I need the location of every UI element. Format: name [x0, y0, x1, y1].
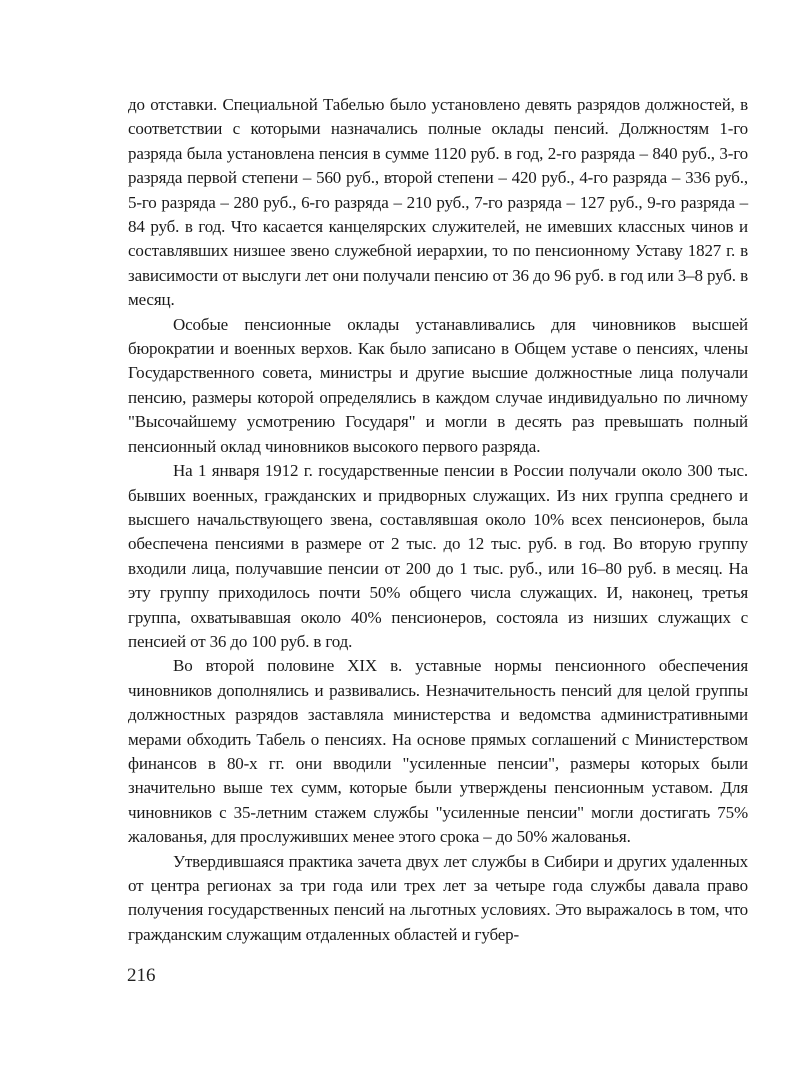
paragraph-2: Особые пенсионные оклады устанавливались для чиновников высшей бюрократии и военных верхов. Как было записано в Общем уставе о пенсиях, члены Государственного совета, министры и другие высшие должностные лица получали пенсию, размеры которой определялись в каждом случае индивидуально по личному "Высочайшему усмотрению Государя" и могли в десять раз превышать полный пенсионный оклад чиновников высокого первого разряда.: [128, 314, 748, 456]
paragraph-4: Во второй половине XIX в. уставные нормы пенсионного обеспечения чиновников дополнялись и развивались. Незначительность пенсий для целой группы должностных разрядов заставляла министерства и ведомства административными мерами обходить Табель о пенсиях. На основе прямых соглашений с Министерством финансов в 80-х гг. они вводили "усиленные пенсии", размеры которых были значительно выше тех сумм, которые были утверждены пенсионным уставом. Для чиновников с 35-летним стажем службы "усиленные пенсии" могли достигать 75% жалованья, для прослуживших менее этого срока – до 50% жалованья.: [128, 656, 748, 847]
paragraph-1: до отставки. Специальной Табелью было установлено девять разрядов должностей, в соответствии с которыми назначались полные оклады пенсий. Должностям 1-го разряда была установлена пенсия в сумме 1120 руб. в год, 2-го разряда – 840 руб., 3-го разряда первой степени – 560 руб., второй степени – 420 руб., 4-го разряда – 336 руб., 5-го разряда – 280 руб., 6-го разряда – 210 руб., 7-го разряда – 127 руб., 9-го разряда – 84 руб. в год. Что касается канцелярских служителей, не имевших классных чинов и составлявших низшее звено служебной иерархии, то по пенсионному Уставу 1827 г. в зависимости от выслуги лет они получали пенсию от 36 до 96 руб. в год или 3–8 руб. в месяц.: [128, 95, 748, 310]
page-body: [128, 93, 748, 947]
page-number: 216: [127, 965, 156, 986]
paragraph-5: Утвердившаяся практика зачета двух лет службы в Сибири и других удаленных от центра регионах за три года или трех лет за четыре года службы давала право получения государственных пенсий на льготных условиях. Это выражалось в том, что гражданским служащим отдаленных областей и губер-: [128, 851, 748, 944]
paragraph-3: На 1 января 1912 г. государственные пенсии в России получали около 300 тыс. бывших военных, гражданских и придворных служащих. Из них группа среднего и высшего начальствующего звена, составлявшая около 10% всех пенсионеров, была обеспечена пенсиями в размере от 2 тыс. до 12 тыс. руб. в год. Во вторую группу входили лица, получавшие пенсии от 200 до 1 тыс. руб., или 16–80 руб. в месяц. На эту группу приходилось почти 50% общего числа служащих. И, наконец, третья группа, охватывавшая около 40% пенсионеров, состояла из низших служащих с пенсией от 36 до 100 руб. в год.: [128, 461, 748, 651]
